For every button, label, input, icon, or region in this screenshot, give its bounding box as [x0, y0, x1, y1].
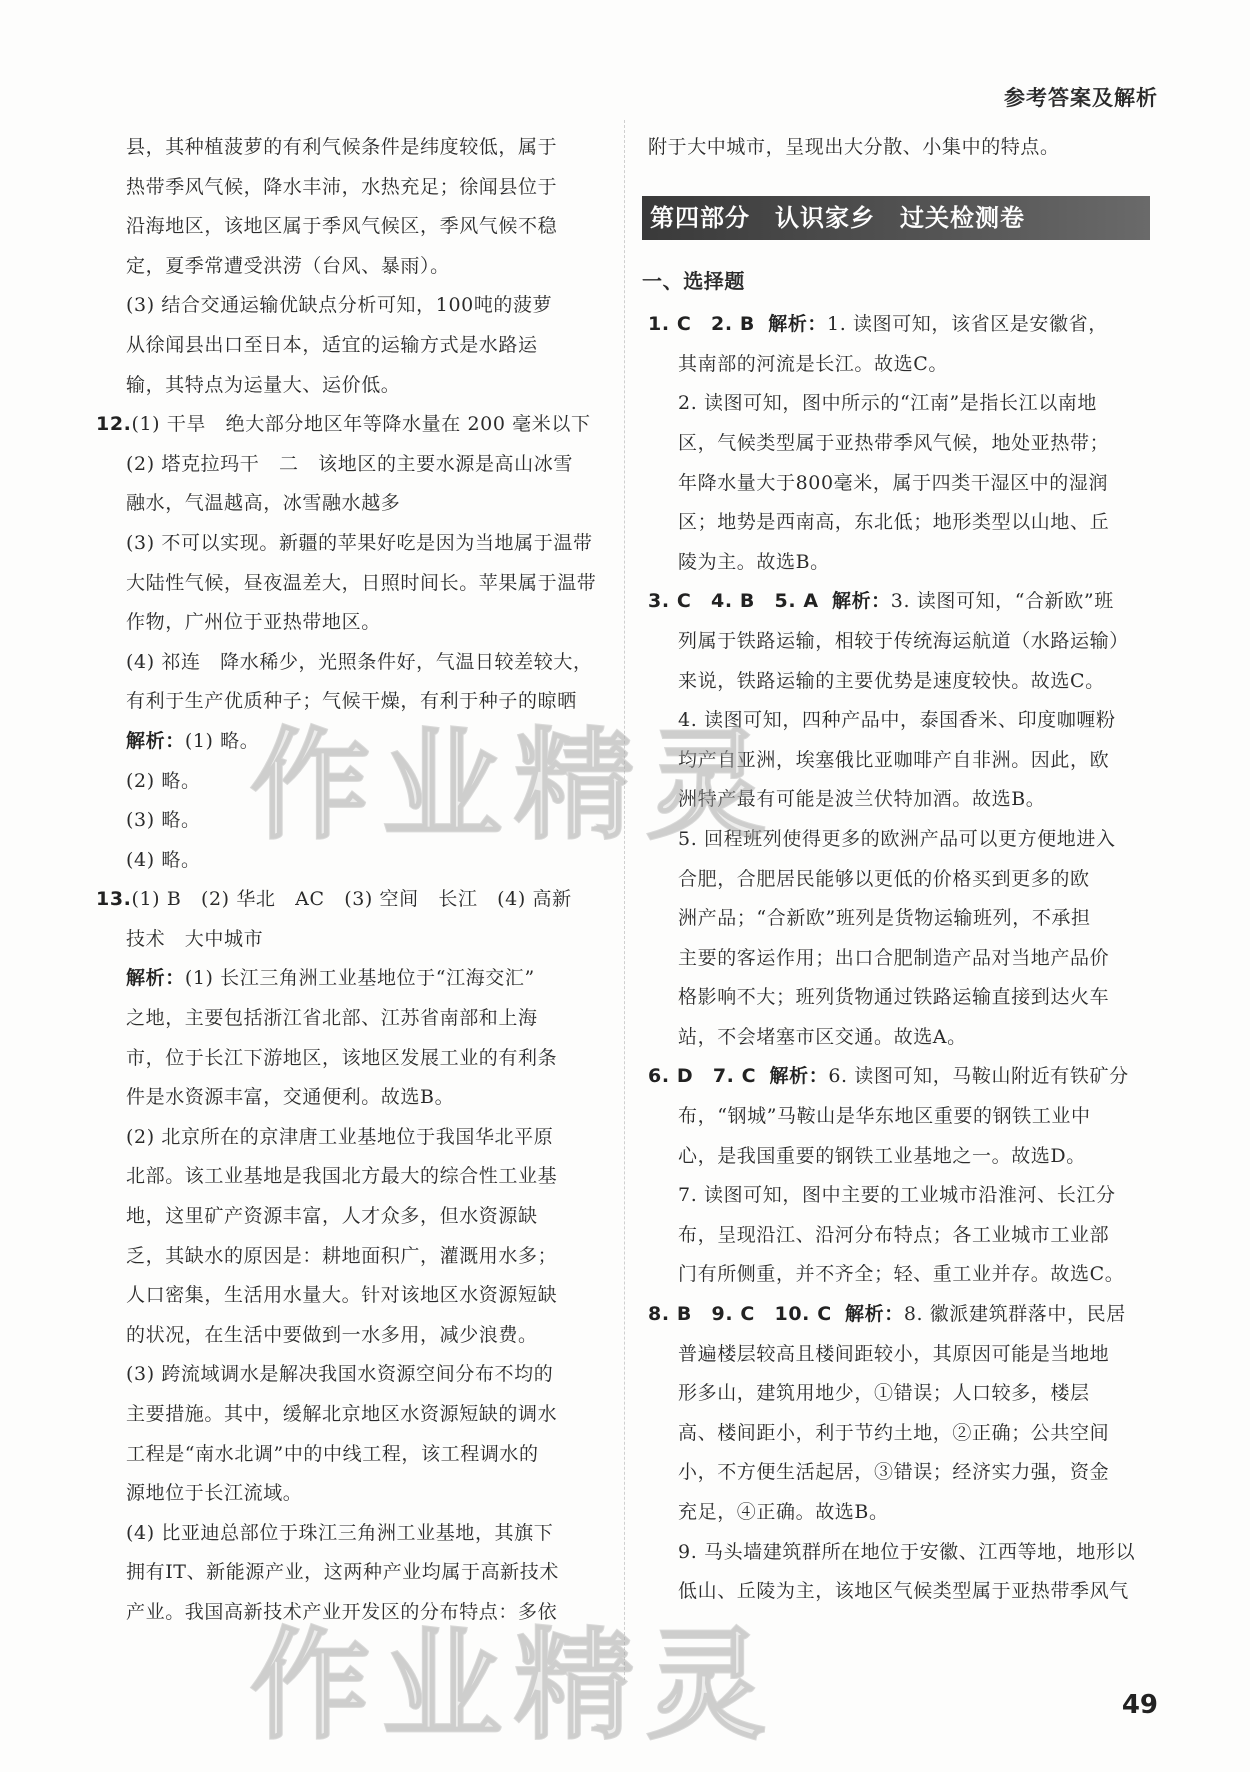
text-line: 高、楼间距小，利于节约土地，②正确；公共空间	[678, 1421, 1110, 1444]
text-line: 5. 回程班列使得更多的欧洲产品可以更方便地进入	[678, 827, 1116, 850]
watermark: 作业精灵	[250, 1617, 778, 1756]
text-line: 心，是我国重要的钢铁工业基地之一。故选D。	[678, 1144, 1086, 1167]
text-line: 站，不会堵塞市区交通。故选A。	[678, 1025, 967, 1048]
text-line: 北部。该工业基地是我国北方最大的综合性工业基	[126, 1165, 558, 1188]
text-line: 地，这里矿产资源丰富，人才众多，但水资源缺	[126, 1205, 538, 1228]
right-column	[642, 128, 1152, 1612]
text-line: 附于大中城市，呈现出大分散、小集中的特点。	[648, 136, 1060, 158]
text-line: (4) 略。	[126, 848, 201, 871]
text-line: 的状况，在生活中要做到一水多用，减少浪费。	[126, 1323, 538, 1346]
text-line: 布，呈现沿江、沿河分布特点；各工业城市工业部	[678, 1223, 1110, 1246]
text-line: 人口密集，生活用水量大。针对该地区水资源短缺	[126, 1284, 558, 1307]
analysis-label: 解析：	[768, 313, 828, 336]
question-number: 13.	[96, 888, 132, 911]
text-line: 县，其种植菠萝的有利气候条件是纬度较低，属于	[126, 136, 558, 158]
text-line: (3) 不可以实现。新疆的苹果好吃是因为当地属于温带	[126, 531, 593, 554]
text-line: 陵为主。故选B。	[678, 550, 830, 573]
text-line: 8. 徽派建筑群落中，民居	[903, 1303, 1126, 1326]
text-line: (1) B (2) 华北 AC (3) 空间 长江 (4) 高新	[131, 888, 572, 911]
text-line: 4. 读图可知，四种产品中，泰国香米、印度咖喱粉	[678, 709, 1116, 732]
text-line: 件是水资源丰富，交通便利。故选B。	[126, 1086, 455, 1109]
text-line: 其南部的河流是长江。故选C。	[678, 352, 948, 375]
text-line: 来说，铁路运输的主要优势是速度较快。故选C。	[678, 669, 1105, 692]
questions-3-5	[648, 582, 1152, 1057]
text-line: 7. 读图可知，图中主要的工业城市沿淮河、长江分	[678, 1184, 1116, 1207]
text-line: (1) 略。	[184, 729, 260, 752]
question-number: 12.	[96, 413, 132, 436]
text-line: 定，夏季常遭受洪涝（台风、暴雨）。	[126, 254, 450, 277]
analysis-label: 解析：	[126, 967, 185, 990]
text-line: 源地位于长江流域。	[126, 1482, 303, 1505]
questions-8-10	[648, 1295, 1152, 1612]
text-line: 大陆性气候，昼夜温差大，日照时间长。苹果属于温带	[126, 571, 597, 594]
text-line: 门有所侧重，并不齐全；轻、重工业并存。故选C。	[678, 1263, 1125, 1286]
text-line: 格影响不大；班列货物通过铁路运输直接到达火车	[678, 986, 1110, 1009]
text-line: 有利于生产优质种子；气候干燥，有利于种子的晾晒	[126, 690, 577, 713]
text-line: 低山、丘陵为主，该地区气候类型属于亚热带季风气	[678, 1580, 1129, 1603]
section-banner: 第四部分 认识家乡 过关检测卷	[642, 196, 1150, 240]
text-line: 融水，气温越高，冰雪融水越多	[126, 492, 401, 515]
question-13	[96, 880, 602, 1632]
page-number: 49	[1121, 1690, 1158, 1720]
text-line: 洲产品；“合新欧”班列是货物运输班列，不承担	[678, 907, 1091, 930]
text-line: 1. 读图可知，该省区是安徽省，	[827, 313, 1108, 336]
text-line: 主要的客运作用；出口合肥制造产品对当地产品价	[678, 946, 1110, 969]
text-line: (3) 略。	[126, 809, 201, 832]
text-line: 3. 读图可知，“合新欧”班	[890, 590, 1114, 613]
text-line: 之地，主要包括浙江省北部、江苏省南部和上海	[126, 1007, 538, 1030]
text-line: 充足，④正确。故选B。	[678, 1501, 889, 1523]
text-line: 布，“钢城”马鞍山是华东地区重要的钢铁工业中	[678, 1105, 1091, 1128]
text-line: 热带季风气候，降水丰沛，水热充足；徐闻县位于	[126, 175, 558, 198]
text-line: (3) 跨流域调水是解决我国水资源空间分布不均的	[126, 1363, 554, 1386]
text-line: 产业。我国高新技术产业开发区的分布特点：多依	[126, 1600, 558, 1623]
text-line: 作物，广州位于亚热带地区。	[126, 611, 381, 634]
answer-key: 8. B 9. C 10. C	[648, 1303, 832, 1326]
analysis-label: 解析：	[845, 1303, 904, 1326]
column-divider	[624, 120, 625, 1680]
analysis-label: 解析：	[769, 1065, 829, 1088]
text-line: (2) 塔克拉玛干 二 该地区的主要水源是高山冰雪	[126, 452, 573, 475]
answer-key: 1. C 2. B	[648, 313, 755, 336]
text-line: 从徐闻县出口至日本，适宜的运输方式是水路运	[126, 333, 538, 356]
text-line: 输，其特点为运量大、运价低。	[126, 373, 401, 396]
text-line: 列属于铁路运输，相较于传统海运航道（水路运输）	[678, 629, 1129, 652]
text-line: 沿海地区，该地区属于季风气候区，季风气候不稳	[126, 215, 558, 238]
questions-6-7	[648, 1057, 1152, 1295]
text-line: 区，气候类型属于亚热带季风气候，地处亚热带；	[678, 431, 1110, 454]
text-line: (4) 祁连 降水稀少，光照条件好，气温日较差较大，	[126, 650, 593, 673]
questions-1-2	[648, 305, 1152, 582]
text-line: 2. 读图可知，图中所示的“江南”是指长江以南地	[678, 392, 1097, 415]
text-line: 洲特产最有可能是波兰伏特加酒。故选B。	[678, 788, 1046, 811]
text-line: 年降水量大于800毫米，属于四类干湿区中的湿润	[678, 471, 1109, 494]
analysis-label: 解析：	[831, 590, 891, 613]
q11-continuation	[96, 128, 602, 405]
question-12	[96, 405, 602, 880]
text-line: 拥有IT、新能源产业，这两种产业均属于高新技术	[126, 1561, 559, 1584]
text-line: (4) 比亚迪总部位于珠江三角洲工业基地，其旗下	[126, 1521, 554, 1544]
text-line: 普遍楼层较高且楼间距较小，其原因可能是当地地	[678, 1342, 1110, 1365]
text-line: 9. 马头墙建筑群所在地位于安徽、江西等地，地形以	[678, 1540, 1136, 1563]
text-line: 6. 读图可知，马鞍山附近有铁矿分	[828, 1065, 1129, 1088]
text-line: (1) 长江三角洲工业基地位于“江海交汇”	[184, 967, 535, 990]
text-line: 形多山，建筑用地少，①错误；人口较多，楼层	[678, 1382, 1090, 1405]
text-line: (3) 结合交通运输优缺点分析可知，100吨的菠萝	[126, 294, 553, 317]
text-line: 合肥，合肥居民能够以更低的价格买到更多的欧	[678, 867, 1090, 890]
text-line: 区；地势是西南高，东北低；地形类型以山地、丘	[678, 511, 1110, 534]
left-column	[96, 128, 602, 1633]
text-line: 市，位于长江下游地区，该地区发展工业的有利条	[126, 1046, 558, 1069]
text-line: (2) 北京所在的京津唐工业基地位于我国华北平原	[126, 1125, 554, 1148]
analysis-label: 解析：	[126, 729, 185, 752]
text-line: 工程是“南水北调”中的中线工程，该工程调水的	[126, 1442, 539, 1465]
answer-key: 3. C 4. B 5. A	[648, 590, 819, 613]
text-line: 技术 大中城市	[126, 927, 264, 950]
text-line: 乏，其缺水的原因是：耕地面积广，灌溉用水多；	[126, 1244, 558, 1267]
section-heading: 一、选择题	[642, 268, 745, 293]
text-line: 主要措施。其中，缓解北京地区水资源短缺的调水	[126, 1403, 558, 1425]
answer-key: 6. D 7. C	[648, 1065, 757, 1088]
text-line: 小，不方便生活起居，③错误；经济实力强，资金	[678, 1461, 1110, 1484]
text-line: (2) 略。	[126, 769, 201, 792]
text-line: 均产自亚洲，埃塞俄比亚咖啡产自非洲。因此，欧	[678, 748, 1110, 771]
page-header-title: 参考答案及解析	[1004, 86, 1158, 110]
text-line: (1) 干旱 绝大部分地区年等降水量在 200 毫米以下	[131, 413, 591, 436]
watermark: 作业精灵	[250, 717, 778, 856]
